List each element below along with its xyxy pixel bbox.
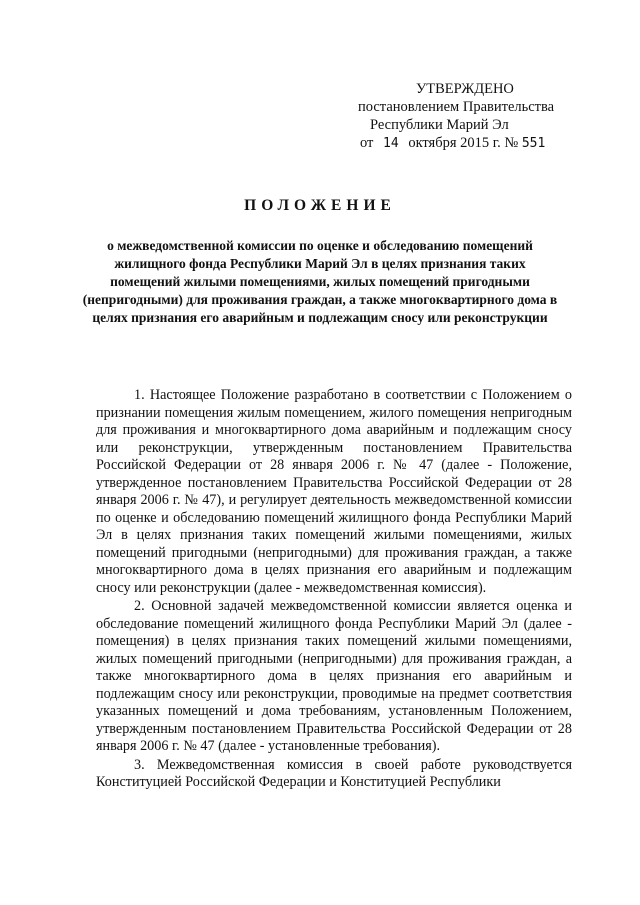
approval-heading: УТВЕРЖДЕНО bbox=[416, 81, 514, 97]
paragraph-2: 2. Основной задачей межведомственной комиссии является оценка и обследование помещений жилищного фонда Республики Марий Эл (далее - помещения) в целях признания таких помещений жилыми помещениями, жилых помещений пригодными (непригодными) для проживания граждан, а также многоквартирного дома в целях признания его аварийным и подлежащим сносу или реконструкции, проводимые на предмет соответствия указанных помещений и дома требованиям, установленным Положением, утвержденным постановлением Правительства Российской Федерации от 28 января 2006 г. № 47 (далее - установленные требования). bbox=[96, 598, 572, 754]
paragraph-3: 3. Межведомственная комиссия в своей работе руководствуется Конституцией Российской Федерации и Конституцией Республики bbox=[96, 756, 572, 790]
approval-line-resolution: постановлением Правительства bbox=[358, 99, 555, 115]
document-subtitle: о межведомственной комиссии по оценке и обследованию помещений жилищного фонда Республики Марий Эл в целях признания таких помещений жилыми помещениями, жилых помещений пригодными (непригодными) для проживания граждан, а также многоквартирного дома в целях признания его аварийным и подлежащим сносу или реконструкции bbox=[82, 238, 558, 325]
approval-number: 551 bbox=[521, 136, 546, 151]
document-body bbox=[96, 387, 572, 793]
approval-date-prefix: от bbox=[360, 135, 374, 151]
approval-date-line bbox=[340, 134, 600, 153]
approval-day: 14 bbox=[383, 136, 399, 151]
approval-month-year: октября 2015 г. № bbox=[408, 135, 519, 151]
approval-line-republic: Республики Марий Эл bbox=[370, 117, 509, 133]
document-title: ПОЛОЖЕНИЕ bbox=[244, 197, 396, 214]
paragraph-1: 1. Настоящее Положение разработано в соответствии с Положением о признании помещения жилым помещением, жилого помещения непригодным для проживания и многоквартирного дома аварийным и подлежащим сносу или реконструкции, утвержденным постановлением Правительства Российской Федерации от 28 января 2006 г. № 47 (далее - Положение, утвержденное постановлением Правительства Российской Федерации от 28 января 2006 г. № 47), и регулирует деятельность межведомственной комиссии по оценке и обследованию помещений жилищного фонда Республики Марий Эл в целях признания таких помещений жилыми помещениями, жилых помещений пригодными (непригодными) для проживания граждан, а также многоквартирного дома в целях признания его аварийным и подлежащим сносу или реконструкции (далее - межведомственная комиссия). bbox=[96, 387, 572, 596]
approval-stamp bbox=[340, 80, 600, 153]
